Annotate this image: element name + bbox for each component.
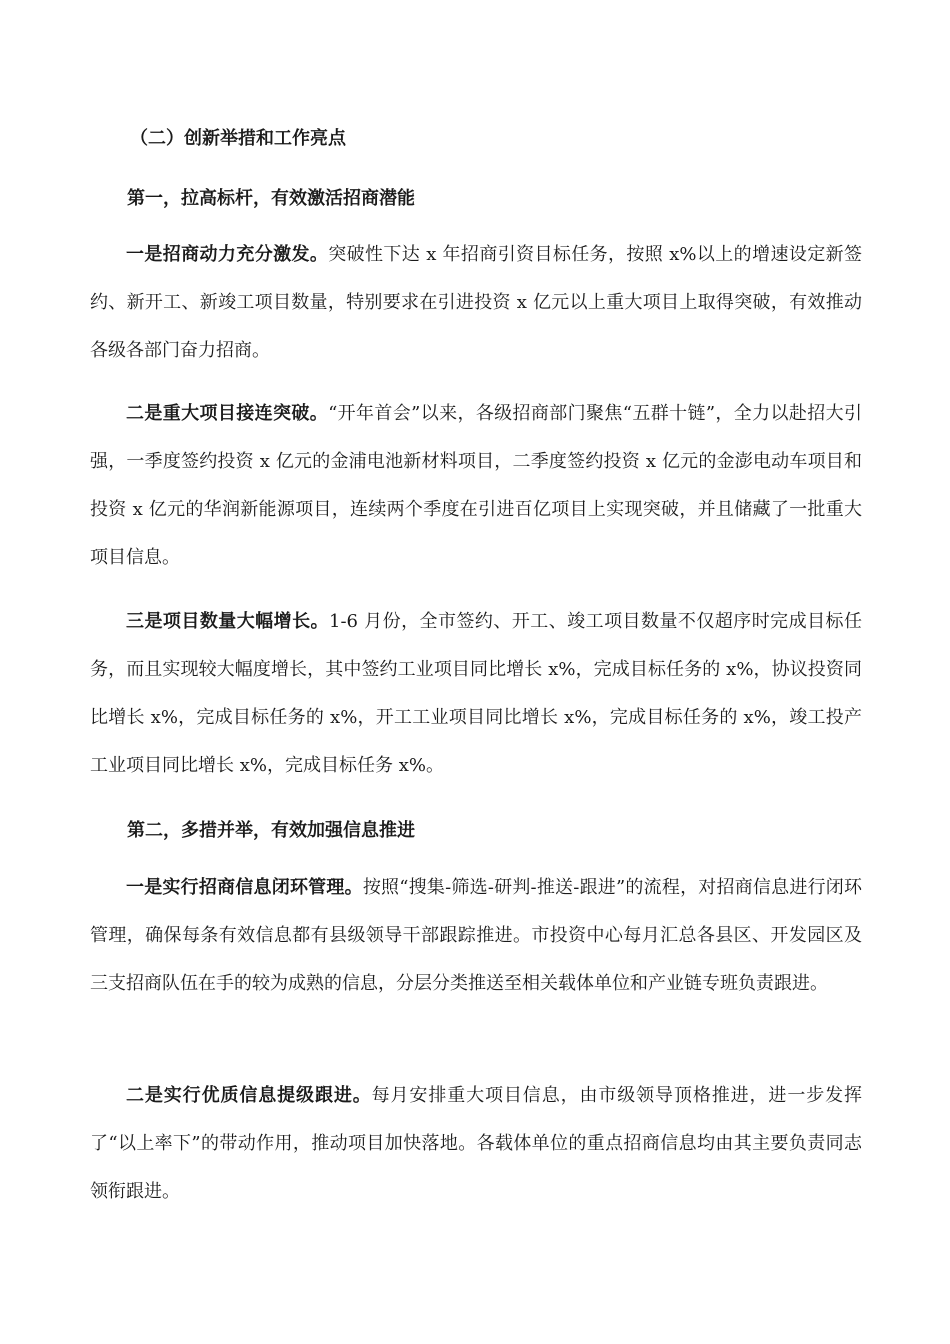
section-title: （二）创新举措和工作亮点 xyxy=(130,128,346,149)
paragraph xyxy=(90,598,862,790)
paragraph-lead: 二是重大项目接连突破。 xyxy=(126,403,329,424)
paragraph xyxy=(90,390,862,582)
paragraph-text: 按照“搜集-筛选-研判-推送-跟进”的流程，对招商信息进行闭环管理，确保每条有效信息都有县级领导干部跟踪推进。市投资中心每月汇总各县区、开发园区及三支招商队伍在手的较为成熟的信息，分层分类推送至相关载体单位和产业链专班负责跟进。 xyxy=(90,877,863,994)
paragraph-lead: 三是项目数量大幅增长。 xyxy=(126,611,330,632)
paragraph-text: 突破性下达 x 年招商引资目标任务，按照 x%以上的增速设定新签约、新开工、新竣工项目数量，特别要求在引进投资 x 亿元以上重大项目上取得突破，有效推动各级各部门奋力招商。 xyxy=(90,244,862,361)
paragraph xyxy=(90,231,862,375)
paragraph-lead: 二是实行优质信息提级跟进。 xyxy=(126,1085,372,1106)
paragraph xyxy=(90,1072,862,1216)
paragraph-text: 每月安排重大项目信息，由市级领导顶格推进，进一步发挥了“以上率下”的带动作用，推动项目加快落地。各载体单位的重点招商信息均由其主要负责同志领衔跟进。 xyxy=(90,1085,863,1202)
part2-heading: 第二，多措并举，有效加强信息推进 xyxy=(127,820,415,841)
part1-heading: 第一，拉高标杆，有效激活招商潜能 xyxy=(127,188,415,209)
paragraph-text: “开年首会”以来，各级招商部门聚焦“五群十链”，全力以赴招大引强，一季度签约投资 x 亿元的金浦电池新材料项目，二季度签约投资 x 亿元的金澎电动车项目和投资 x 亿元的华润新能源项目，连续两个季度在引进百亿项目上实现突破，并且储藏了一批重大项目信息。 xyxy=(90,403,862,568)
paragraph xyxy=(90,864,862,1008)
paragraph-lead: 一是招商动力充分激发。 xyxy=(126,244,329,265)
paragraph-lead: 一是实行招商信息闭环管理。 xyxy=(126,877,363,898)
paragraph-text: 1-6 月份，全市签约、开工、竣工项目数量不仅超序时完成目标任务，而且实现较大幅度增长，其中签约工业项目同比增长 x%，完成目标任务的 x%，协议投资同比增长 x%，完成目标任务的 x%，开工工业项目同比增长 x%，完成目标任务的 x%，竣工投产工业项目同比增长 x%，完成目标任务 x%。 xyxy=(90,611,862,776)
